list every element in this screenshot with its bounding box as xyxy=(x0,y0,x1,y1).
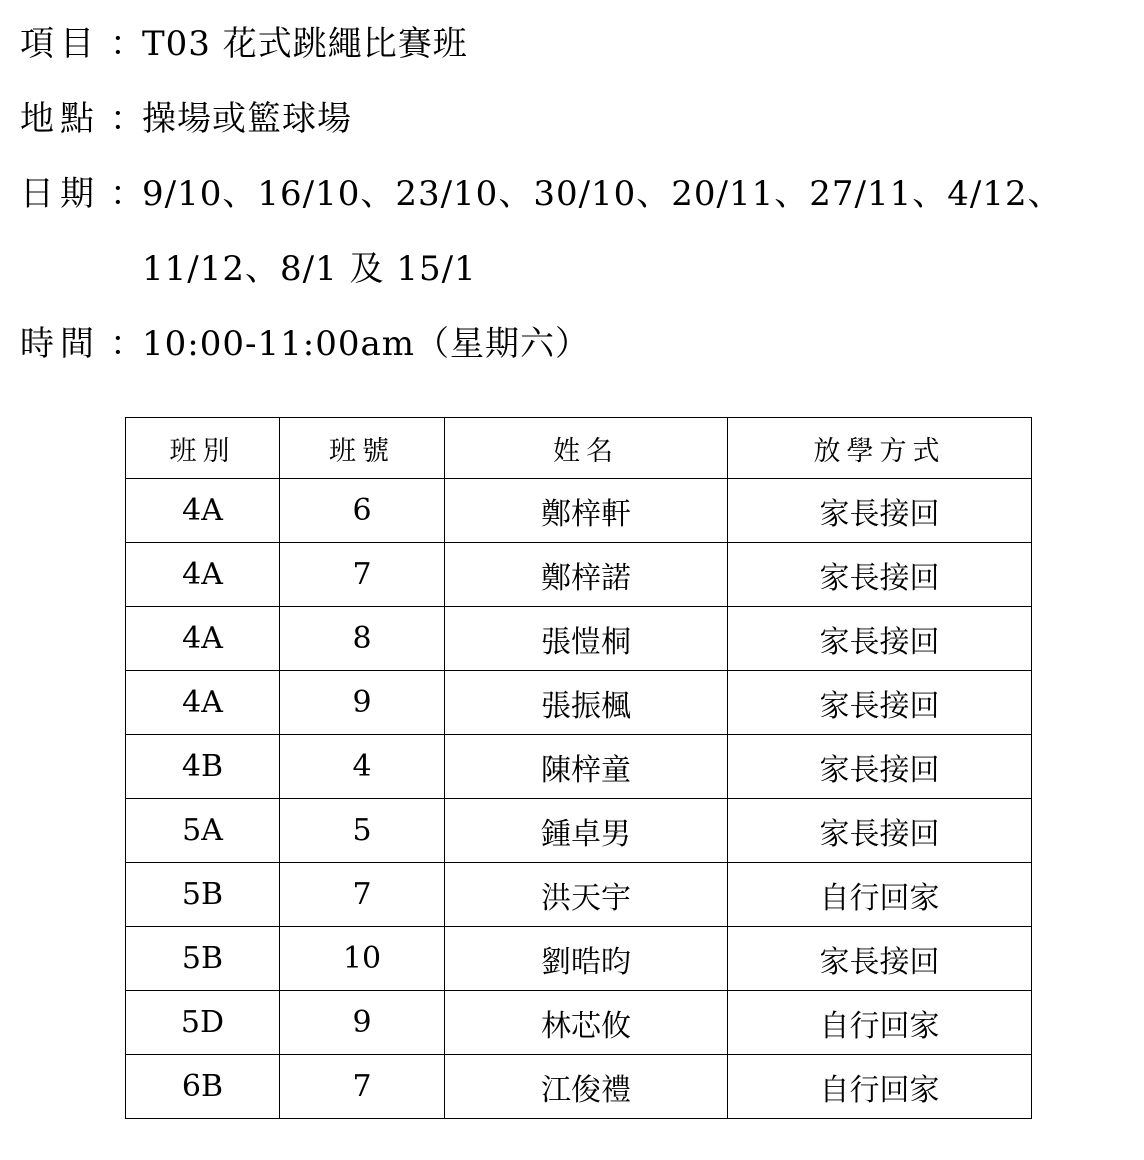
cell-dismissal: 自行回家 xyxy=(728,991,1032,1055)
cell-number: 6 xyxy=(280,479,445,543)
cell-name: 鍾卓男 xyxy=(445,799,728,863)
location-value: 操場或籃球場 xyxy=(142,99,352,139)
table-row xyxy=(126,799,1032,863)
table-row xyxy=(126,927,1032,991)
cell-dismissal: 家長接回 xyxy=(728,671,1032,735)
cell-name: 鄭梓軒 xyxy=(445,479,728,543)
cell-class: 5B xyxy=(126,863,280,927)
location-separator: ： xyxy=(110,99,144,139)
cell-number: 7 xyxy=(280,863,445,927)
cell-number: 10 xyxy=(280,927,445,991)
cell-number: 5 xyxy=(280,799,445,863)
header-number: 班號 xyxy=(280,418,445,479)
cell-name: 陳梓童 xyxy=(445,735,728,799)
activity-info xyxy=(20,14,1130,389)
cell-dismissal: 自行回家 xyxy=(728,1055,1032,1119)
cell-number: 9 xyxy=(280,991,445,1055)
table-row xyxy=(126,479,1032,543)
cell-dismissal: 家長接回 xyxy=(728,607,1032,671)
cell-name: 洪天宇 xyxy=(445,863,728,927)
date-line-continued xyxy=(20,239,1130,314)
date-line xyxy=(20,164,1130,239)
cell-dismissal: 自行回家 xyxy=(728,863,1032,927)
table-row xyxy=(126,671,1032,735)
cell-class: 6B xyxy=(126,1055,280,1119)
cell-dismissal: 家長接回 xyxy=(728,735,1032,799)
table-row xyxy=(126,543,1032,607)
cell-class: 4A xyxy=(126,543,280,607)
cell-number: 4 xyxy=(280,735,445,799)
cell-dismissal: 家長接回 xyxy=(728,479,1032,543)
date-value-line2: 11/12、8/1 及 15/1 xyxy=(142,249,477,289)
location-line xyxy=(20,89,1130,164)
date-separator: ： xyxy=(110,174,144,214)
date-label: 日期 xyxy=(20,174,100,214)
item-value: T03 花式跳繩比賽班 xyxy=(142,24,468,64)
table-header-row xyxy=(126,418,1032,479)
time-line xyxy=(20,314,1130,389)
cell-class: 4B xyxy=(126,735,280,799)
table-row xyxy=(126,1055,1032,1119)
cell-name: 張振楓 xyxy=(445,671,728,735)
time-label: 時間 xyxy=(20,324,100,364)
item-label: 項目 xyxy=(20,24,100,64)
cell-name: 江俊禮 xyxy=(445,1055,728,1119)
cell-class: 5B xyxy=(126,927,280,991)
date-value-line1: 9/10、16/10、23/10、30/10、20/11、27/11、4/12、 xyxy=(142,174,1063,214)
cell-name: 張愷桐 xyxy=(445,607,728,671)
cell-class: 5A xyxy=(126,799,280,863)
table-row xyxy=(126,735,1032,799)
cell-class: 4A xyxy=(126,479,280,543)
header-class: 班別 xyxy=(126,418,280,479)
header-dismissal: 放學方式 xyxy=(728,418,1032,479)
cell-number: 7 xyxy=(280,543,445,607)
cell-name: 鄭梓諾 xyxy=(445,543,728,607)
cell-class: 4A xyxy=(126,607,280,671)
item-line xyxy=(20,14,1130,89)
cell-name: 劉晧昀 xyxy=(445,927,728,991)
location-label: 地點 xyxy=(20,99,100,139)
cell-name: 林芯攸 xyxy=(445,991,728,1055)
table-row xyxy=(126,991,1032,1055)
time-value: 10:00-11:00am（星期六） xyxy=(142,324,590,364)
cell-dismissal: 家長接回 xyxy=(728,927,1032,991)
header-name: 姓名 xyxy=(445,418,728,479)
time-separator: ： xyxy=(110,324,144,364)
cell-dismissal: 家長接回 xyxy=(728,799,1032,863)
cell-class: 4A xyxy=(126,671,280,735)
table-row xyxy=(126,607,1032,671)
cell-number: 8 xyxy=(280,607,445,671)
cell-class: 5D xyxy=(126,991,280,1055)
item-separator: ： xyxy=(110,24,144,64)
cell-number: 7 xyxy=(280,1055,445,1119)
table-row xyxy=(126,863,1032,927)
cell-number: 9 xyxy=(280,671,445,735)
cell-dismissal: 家長接回 xyxy=(728,543,1032,607)
student-roster-table xyxy=(125,417,1032,1119)
